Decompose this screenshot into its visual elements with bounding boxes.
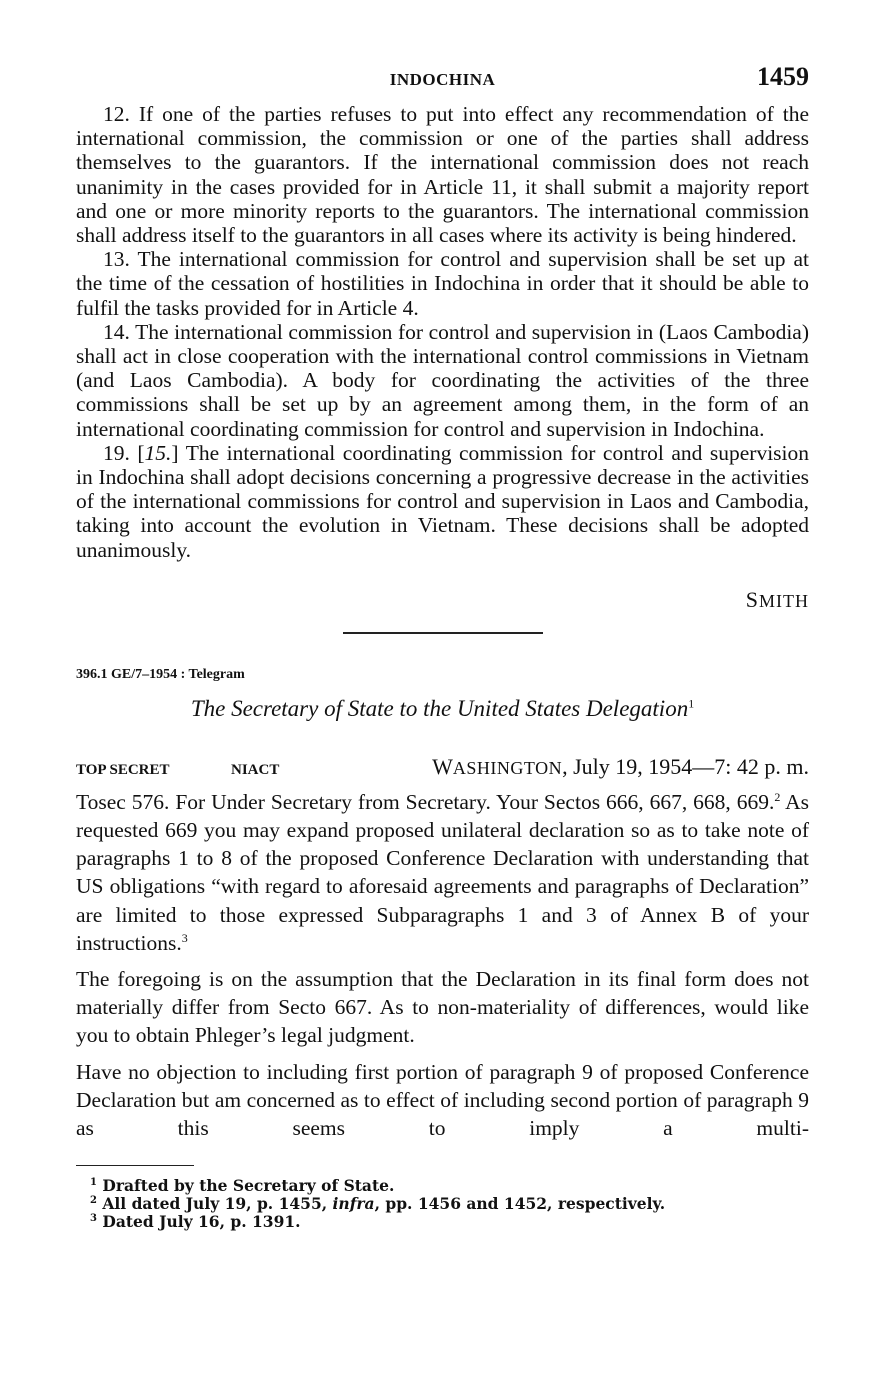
place-initial: W (432, 753, 453, 779)
footnote-2-text-a: All dated July 19, p. 1455, (102, 1194, 333, 1214)
footnote-1 (90, 1177, 809, 1195)
body-p1-part-b: As requested 669 you may expand proposed unilateral declaration so as to take note of paragraphs 1 to 8 of the proposed Conference Declaration with understanding that US obligations “with regard to aforesaid agreements and paragraphs of Declaration” are limited to those expressed Subparagraphs 1 and 3 of Annex B of your instructions. (76, 789, 809, 955)
place-date (381, 754, 809, 780)
article-19-text: The international coordinating commission for control and supervision in Indochina shall adopt decisions concerning a progressive decrease in the activities of the international commissions for control and supervision in Laos and Cambodia, taking into account the evolution in Vietnam. These decisions shall be adopted unanimously. (76, 440, 810, 562)
signature-rest: MITH (759, 590, 809, 611)
footnote-divider (76, 1165, 194, 1166)
page-number: 1459 (757, 62, 809, 91)
footnote-2-italic: infra (332, 1194, 375, 1214)
footnote-3-mark: 3 (90, 1213, 97, 1225)
signature-initial: S (745, 586, 759, 612)
body-p1-part-a: Tosec 576. For Under Secretary from Secretary. Your Sectos 666, 667, 668, 669. (76, 789, 775, 814)
signature (76, 587, 809, 613)
article-19-bracket-ref: 15. (144, 440, 172, 465)
footnote-1-text: Drafted by the Secretary of State. (102, 1176, 395, 1196)
date-time: , July 19, 1954—7: 42 p. m. (562, 753, 809, 779)
footnote-ref-2: 2 (774, 789, 781, 804)
file-reference: 396.1 GE/7–1954 : Telegram (76, 666, 245, 682)
article-13: 13. The international commission for control and supervision shall be set up at the time of the cessation of hostilities in Indochina in order that it should be able to fulfil the tasks provided for in Article 4. (76, 247, 809, 320)
quoted-articles (76, 102, 809, 562)
body-paragraph-3: Have no objection to including first portion of paragraph 9 of proposed Conference Declaration but am concerned as to effect of including second portion of paragraph 9 as this seems to imply a multi- (76, 1059, 809, 1141)
place-rest: ASHINGTON (452, 757, 563, 778)
document-title (76, 696, 809, 722)
running-title: INDOCHINA (389, 70, 496, 89)
footnote-ref-1: 1 (688, 696, 695, 711)
footnote-1-mark: 1 (90, 1177, 97, 1189)
handling-label: NIACT (231, 761, 280, 778)
body-paragraph-1 (76, 788, 809, 957)
document-page (76, 62, 809, 1231)
footnote-ref-3: 3 (181, 930, 188, 945)
footnote-3-text: Dated July 16, p. 1391. (102, 1212, 301, 1232)
article-14: 14. The international commission for control and supervision in (Laos Cambodia) shall act in close cooperation with the international control commissions in Vietnam (and Laos Cambodia). A body for coordinating the activities of the three commissions shall be set up by an agreement among them, in the form of an international coordinating commission for control and supervision in Indochina. (76, 319, 809, 441)
article-19: 19. [15.] The international coordinating commission for control and supervision in Indochina shall adopt decisions concerning a progressive decrease in the activities of the international commissions for control and supervision in Laos and Cambodia, taking into account the evolution in Vietnam. These decisions shall be adopted unanimously. (76, 440, 810, 562)
dateline (76, 754, 809, 780)
footnote-2-text-b: , pp. 1456 and 1452, respectively. (374, 1194, 666, 1214)
body-paragraph-2: The foregoing is on the assumption that the Declaration in its final form does not materially differ from Secto 667. As to non-materiality of differences, would like you to obtain Phleger’s legal judgment. (76, 967, 809, 1048)
page-header (76, 62, 809, 102)
document-title-text: The Secretary of State to the United States Delegation (190, 695, 689, 721)
classification-label: TOP SECRET (76, 761, 170, 778)
article-12: 12. If one of the parties refuses to put into effect any recommendation of the international commission, the commission or one of the parties shall address themselves to the guarantors. If the international commission does not reach unanimity in the cases provided for in Article 11, it shall submit a majority report and one or more minority reports to the guarantors. The international commission shall address itself to the guarantors in all cases where its activity is being hindered. (76, 102, 809, 248)
footnote-2-mark: 2 (90, 1195, 97, 1207)
article-19-number: 19. (103, 440, 130, 465)
section-divider (343, 632, 543, 634)
footnote-3 (90, 1213, 809, 1231)
footnote-2 (90, 1195, 809, 1213)
telegram-body (76, 788, 809, 1142)
footnotes (76, 1177, 809, 1231)
